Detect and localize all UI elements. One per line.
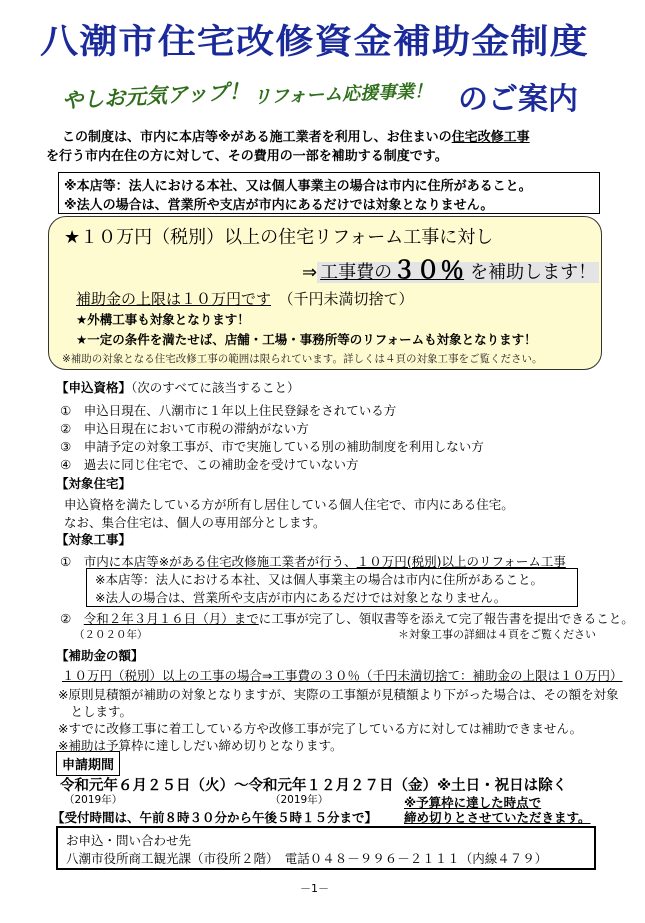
reception-hours: 【受付時間は、午前８時３０分から午後５時１５分まで】 xyxy=(52,810,378,825)
works-deadline: 令和２年３月１６日（月）まで xyxy=(83,611,259,626)
works-item1-emphasis: １０万円(税別)以上のリフォーム工事 xyxy=(356,554,566,569)
highlight-line1: ★１０万円（税別）以上の住宅リフォーム工事に対し xyxy=(64,227,494,248)
housing-line: なお、集合住宅は、個人の専用部分とします。 xyxy=(64,515,326,530)
intro-line2: を行う市内在住の方に対して、その費用の一部を補助する制度です。 xyxy=(46,149,448,164)
amount-line: １０万円（税別）以上の工事の場合⇒工事費の３０％（千円未満切捨て：補助金の上限は１０万円） xyxy=(62,668,623,683)
page-title: 八潮市住宅改修資金補助金制度 xyxy=(40,22,589,62)
works-item2-number: ② xyxy=(60,611,72,626)
list-item: ② 申込日現在において市税の滞納がない方 xyxy=(60,421,309,436)
period-year: （2019年） xyxy=(64,794,123,806)
works-item2 xyxy=(60,609,634,627)
list-item: ④ 過去に同じ住宅で、この補助金を受けていない方 xyxy=(60,457,359,472)
contact-details: 八潮市役所商工観光課（市役所２階） 電話０４８－９９６－２１１１（内線４７９） xyxy=(66,851,548,866)
rate-highlight xyxy=(317,256,467,284)
amount-note: とします。 xyxy=(58,704,133,719)
works-year: （２０２０年） xyxy=(74,629,148,641)
page-subtitle: のご案内 xyxy=(458,82,578,117)
highlight-note: ※補助の対象となる住宅改修工事の範囲は限られています。詳しくは４頁の対象工事をご覧ください。 xyxy=(62,353,543,365)
star-item: ★一定の条件を満たせば、店舗・工場・事務所等のリフォームも対象となります！ xyxy=(76,332,537,347)
period-label: 申請期間 xyxy=(56,751,120,776)
definition-note-box xyxy=(58,172,600,214)
housing-heading: 【対象住宅】 xyxy=(56,476,132,491)
period-dates: 令和元年６月２５日（火）～令和元年１２月２７日（金）※土日・祝日は除く xyxy=(60,778,568,794)
note-line: ※法人の場合は、営業所や支店が市内にあるだけでは対象となりません。 xyxy=(95,590,507,605)
list-item: ③ 申請予定の対象工事が、市で実施している別の補助制度を利用しない方 xyxy=(60,439,484,454)
works-item2-text: に工事が完了し、領収書等を添えて完了報告書を提出できること。 xyxy=(258,611,634,626)
budget-note: 締め切りとさせていただきます。 xyxy=(404,810,591,825)
amount-heading: 【補助金の額】 xyxy=(56,648,144,663)
eligibility-heading-note: （次のすべてに該当すること） xyxy=(131,380,300,395)
rate-suffix: を補助します！ xyxy=(467,262,599,283)
contact-box xyxy=(56,826,596,870)
period-year: （2019年） xyxy=(270,794,329,806)
intro-keyword: 住宅改修工事 xyxy=(451,130,530,145)
eligibility-heading xyxy=(56,378,300,396)
note-line: ※本店等：法人における本社、又は個人事業主の場合は市内に住所があること。 xyxy=(95,572,543,587)
note-line: ※本店等：法人における本社、又は個人事業主の場合は市内に住所があること。 xyxy=(64,179,532,194)
slogan-part2: リフォーム応援事業！ xyxy=(252,80,433,109)
rate-label: 工事費の xyxy=(320,262,393,283)
amount-note: ※補助は予算枠に達ししだい締め切りとなります。 xyxy=(58,738,343,753)
works-item1-text: ① 市内に本店等※がある住宅改修施工業者が行う、 xyxy=(60,554,357,569)
eligibility-heading-text: 【申込資格】 xyxy=(56,380,132,395)
amount-note: ※原則見積額が補助の対象となりますが、実際の工事額が見積額より下がった場合は、その額を対象 xyxy=(58,687,619,702)
works-note-box xyxy=(86,568,578,607)
budget-note: ※予算枠に達した時点で xyxy=(404,795,542,810)
slogan-part1: やしお元気アップ！ xyxy=(61,79,251,113)
contact-title: お申込・問い合わせ先 xyxy=(66,833,192,848)
limit-note: （千円未満切捨て） xyxy=(286,290,414,308)
rate-value: ３０％ xyxy=(392,256,465,284)
works-detail-note: ＊対象工事の詳細は４頁をご覧ください xyxy=(398,628,596,641)
intro-paragraph xyxy=(46,128,530,166)
arrow-text: ⇒ xyxy=(302,262,318,283)
limit-text: 補助金の上限は１０万円です xyxy=(76,290,272,308)
amount-note: ※すでに改修工事に着工している方や改修工事が完了している方に対しては補助できません。 xyxy=(58,721,583,736)
highlight-line2 xyxy=(302,250,599,285)
housing-line: 申込資格を満たしている方が所有し居住している個人住宅で、市内にある住宅。 xyxy=(64,497,514,512)
page-number: －1－ xyxy=(300,882,329,895)
intro-line1: この制度は、市内に本店等※がある施工業者を利用し、お住まいの xyxy=(62,130,452,145)
star-item: ★外構工事も対象となります！ xyxy=(76,312,250,327)
note-line: ※法人の場合は、営業所や支店が市内にあるだけでは対象となりません。 xyxy=(64,198,494,213)
works-heading: 【対象工事】 xyxy=(56,532,132,547)
list-item: ① 申込日現在、八潮市に１年以上住民登録をされている方 xyxy=(60,403,397,418)
limit-line xyxy=(76,288,414,309)
